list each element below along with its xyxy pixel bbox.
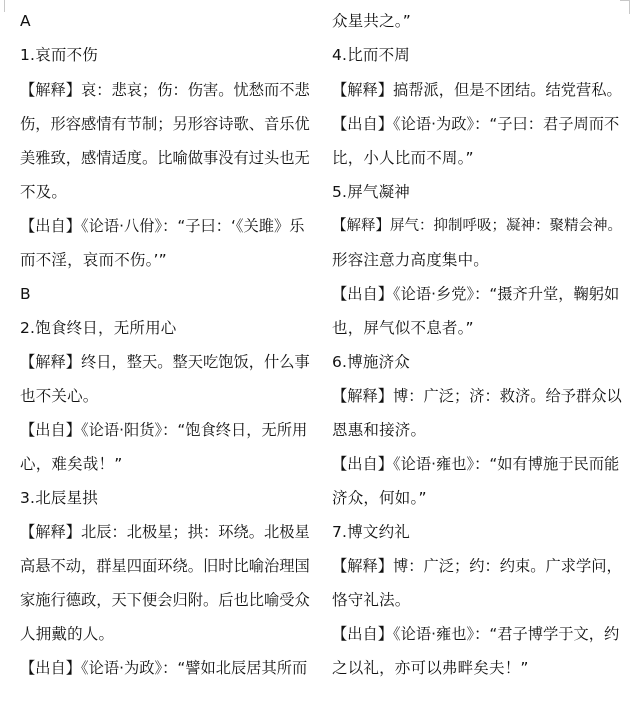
text-line: 比，小人比而不周。”: [332, 149, 474, 167]
text-line: 【解释】博：广泛；约：约束。广求学问，: [332, 557, 622, 575]
text-line: 【出自】《论语·雍也》：“君子博学于文，约: [332, 625, 620, 643]
idiom-title: 5.屏气凝神: [332, 183, 410, 201]
text-line: 众星共之。”: [332, 12, 411, 30]
text-line: 心，难矣哉！”: [20, 455, 123, 473]
page-margin-mark-left: [4, 0, 5, 12]
text-line: 也，屏气似不息者。”: [332, 319, 474, 337]
idiom-title: 4.比而不周: [332, 46, 410, 64]
text-line: 【出自】《论语·为政》：“子曰：君子周而不: [332, 115, 620, 133]
text-line: 【解释】哀：悲哀；伤：伤害。忧愁而不悲: [20, 81, 310, 99]
text-line: 【出自】《论语·雍也》：“如有博施于民而能: [332, 455, 620, 473]
text-line: 不及。: [20, 183, 68, 201]
text-line: 而不淫，哀而不伤。’”: [20, 251, 167, 269]
text-line: 【解释】搞帮派，但是不团结。结党营私。: [332, 81, 622, 99]
page-margin-mark-right-top: [620, 0, 630, 1]
text-line: 【解释】终日，整天。整天吃饱饭，什么事: [20, 353, 310, 371]
text-line: 【出自】《论语·乡党》：“摄齐升堂，鞠躬如: [332, 285, 620, 303]
text-line: 人拥戴的人。: [20, 625, 115, 643]
page-margin-mark-right: [629, 0, 630, 14]
text-line: 济众，何如。”: [332, 489, 427, 507]
text-line: 【出自】《论语·为政》：“譬如北辰居其所而: [20, 659, 308, 677]
idiom-title: 2.饱食终日，无所用心: [20, 319, 177, 337]
section-letter: B: [20, 285, 31, 303]
text-line: 【出自】《论语·阳货》：“饱食终日，无所用: [20, 421, 308, 439]
text-line: 伤，形容感情有节制；另形容诗歌、音乐优: [20, 115, 310, 133]
idiom-title: 3.北辰星拱: [20, 489, 98, 507]
text-line: 【解释】屏气：抑制呼吸；凝神：聚精会神。: [332, 218, 622, 234]
idiom-title: 1.哀而不伤: [20, 46, 98, 64]
text-line: 【解释】博：广泛；济：救济。给予群众以: [332, 387, 622, 405]
text-line: 也不关心。: [20, 387, 99, 405]
text-line: 形容注意力高度集中。: [332, 251, 490, 269]
section-letter: A: [20, 12, 31, 30]
text-line: 家施行德政，天下便会归附。后也比喻受众: [20, 591, 310, 609]
text-line: 恩惠和接济。: [332, 421, 427, 439]
text-line: 之以礼，亦可以弗畔矣夫！”: [332, 659, 529, 677]
text-line: 恪守礼法。: [332, 591, 411, 609]
text-line: 【出自】《论语·八佾》：“子曰：‘《关雎》乐: [20, 217, 305, 235]
idiom-title: 6.博施济众: [332, 353, 410, 371]
idiom-title: 7.博文约礼: [332, 523, 410, 541]
text-line: 高悬不动，群星四面环绕。旧时比喻治理国: [20, 557, 310, 575]
text-line: 美雅致，感情适度。比喻做事没有过头也无: [20, 149, 310, 167]
text-line: 【解释】北辰：北极星；拱：环绕。北极星: [20, 523, 310, 541]
